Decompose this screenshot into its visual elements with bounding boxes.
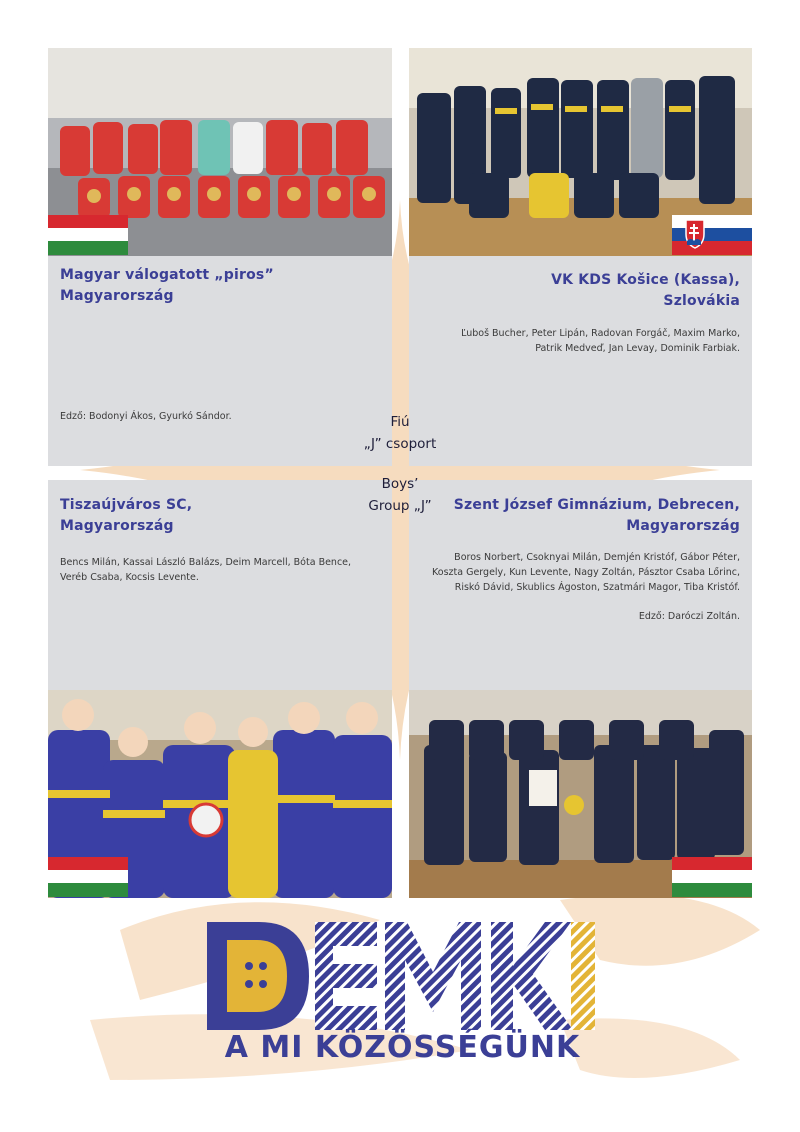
- group-label-hungarian: Fiú „J” csoport: [363, 414, 437, 452]
- team-card-bottom-right: [409, 480, 752, 898]
- team-name: Magyar válogatott „piros” Magyarország: [60, 267, 274, 304]
- hungary-flag-icon: [48, 215, 128, 255]
- team-card-top-left: [48, 48, 392, 466]
- coach-text: Edző: Bodonyi Ákos, Gyurkó Sándor.: [60, 411, 232, 422]
- team-name: Tiszaújváros SC, Magyarország: [60, 497, 193, 534]
- group-label-english: Boys’ Group „J”: [368, 476, 432, 514]
- team-name: Szent József Gimnázium, Debrecen, Magyarország: [453, 497, 740, 534]
- team-card-bottom-left: [48, 480, 392, 898]
- player-list: Bencs Milán, Kassai László Balázs, Deim Marcell, Bóta Bence, Veréb Csaba, Kocsis Levente.: [60, 557, 352, 583]
- team-name: VK KDS Košice (Kassa), Szlovákia: [551, 272, 740, 309]
- player-list: Boros Norbert, Csoknyai Milán, Demjén Kristóf, Gábor Péter, Koszta Gergely, Kun Levente, Nagy Zoltán, Pásztor Csaba Lőrinc, Riskó Dávid, Skublics Ágoston, Szatmári Magor, Tiba Kristóf.: [432, 552, 740, 593]
- logo-tagline: A MI KÖZÖSSÉGÜNK: [224, 1030, 581, 1065]
- hungary-flag-icon: [672, 857, 752, 897]
- player-list: Ľuboš Bucher, Peter Lipán, Radovan Forgáč, Maxim Marko, Patrik Medveď, Jan Levay, Dominik Farbiak.: [461, 328, 740, 354]
- team-card-top-right: [409, 48, 752, 466]
- hungary-flag-icon: [48, 857, 128, 897]
- slovakia-flag-icon: [672, 215, 752, 255]
- coach-text: Edző: Daróczi Zoltán.: [638, 611, 740, 622]
